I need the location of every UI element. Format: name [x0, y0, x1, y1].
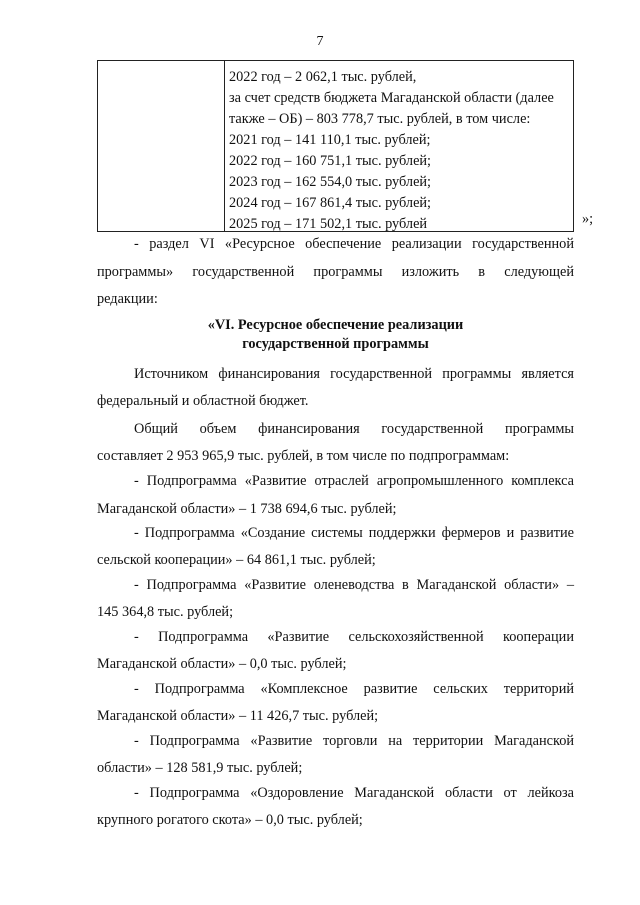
table-line: 2022 год – 160 751,1 тыс. рублей; — [229, 153, 432, 169]
table-line: за счет средств бюджета Магаданской области (далее — [229, 90, 554, 106]
table-line: 2025 год – 171 502,1 тыс. рублей — [229, 216, 428, 232]
subprogram-line: сельской кооперации» – 64 861,1 тыс. рублей; — [97, 552, 376, 568]
subprogram-line: Магаданской области» – 1 738 694,6 тыс. рублей; — [97, 501, 397, 517]
section-intro-line: программы» государственной программы изложить в следующей — [97, 264, 574, 280]
subprogram-line: - Подпрограмма «Развитие торговли на территории Магаданской — [134, 733, 574, 749]
section-heading-line: «VI. Ресурсное обеспечение реализации — [207, 317, 464, 333]
table-line: 2023 год – 162 554,0 тыс. рублей; — [229, 174, 432, 190]
subprogram-line: Магаданской области» – 11 426,7 тыс. рублей; — [97, 708, 379, 724]
subprogram-line: области» – 128 581,9 тыс. рублей; — [97, 760, 303, 776]
subprogram-line: 145 364,8 тыс. рублей; — [97, 604, 234, 620]
table-line: 2022 год – 2 062,1 тыс. рублей, — [229, 69, 417, 85]
subprogram-line: Магаданской области» – 0,0 тыс. рублей; — [97, 656, 347, 672]
sources-line: Источником финансирования государственной программы является — [134, 366, 574, 382]
subprogram-line: - Подпрограмма «Развитие оленеводства в Магаданской области» – — [134, 577, 574, 593]
table-line: также – ОБ) – 803 778,7 тыс. рублей, в том числе: — [229, 111, 531, 127]
table-closing-quote: »; — [582, 211, 594, 227]
sources-line: федеральный и областной бюджет. — [97, 393, 309, 409]
section-heading-line: государственной программы — [242, 336, 429, 352]
funding-cell — [229, 67, 569, 235]
subprogram-line: - Подпрограмма «Развитие сельскохозяйственной кооперации — [134, 629, 574, 645]
total-line: составляет 2 953 965,9 тыс. рублей, в том числе по подпрограммам: — [97, 448, 510, 464]
funding-table — [97, 60, 574, 232]
section-heading — [97, 316, 574, 354]
section-intro-line: - раздел VI «Ресурсное обеспечение реализации государственной — [134, 236, 574, 252]
total-line: Общий объем финансирования государственной программы — [134, 421, 574, 437]
table-line: 2024 год – 167 861,4 тыс. рублей; — [229, 195, 432, 211]
page-number: 7 — [316, 34, 324, 49]
table-column-divider — [224, 61, 225, 231]
subprogram-line: - Подпрограмма «Развитие отраслей агропромышленного комплекса — [134, 473, 574, 489]
subprogram-line: крупного рогатого скота» – 0,0 тыс. рублей; — [97, 812, 363, 828]
subprogram-line: - Подпрограмма «Оздоровление Магаданской области от лейкоза — [134, 785, 574, 801]
subprogram-line: - Подпрограмма «Создание системы поддержки фермеров и развитие — [134, 525, 574, 541]
subprogram-line: - Подпрограмма «Комплексное развитие сельских территорий — [134, 681, 574, 697]
table-line: 2021 год – 141 110,1 тыс. рублей; — [229, 132, 431, 148]
section-intro-line: редакции: — [97, 291, 158, 307]
